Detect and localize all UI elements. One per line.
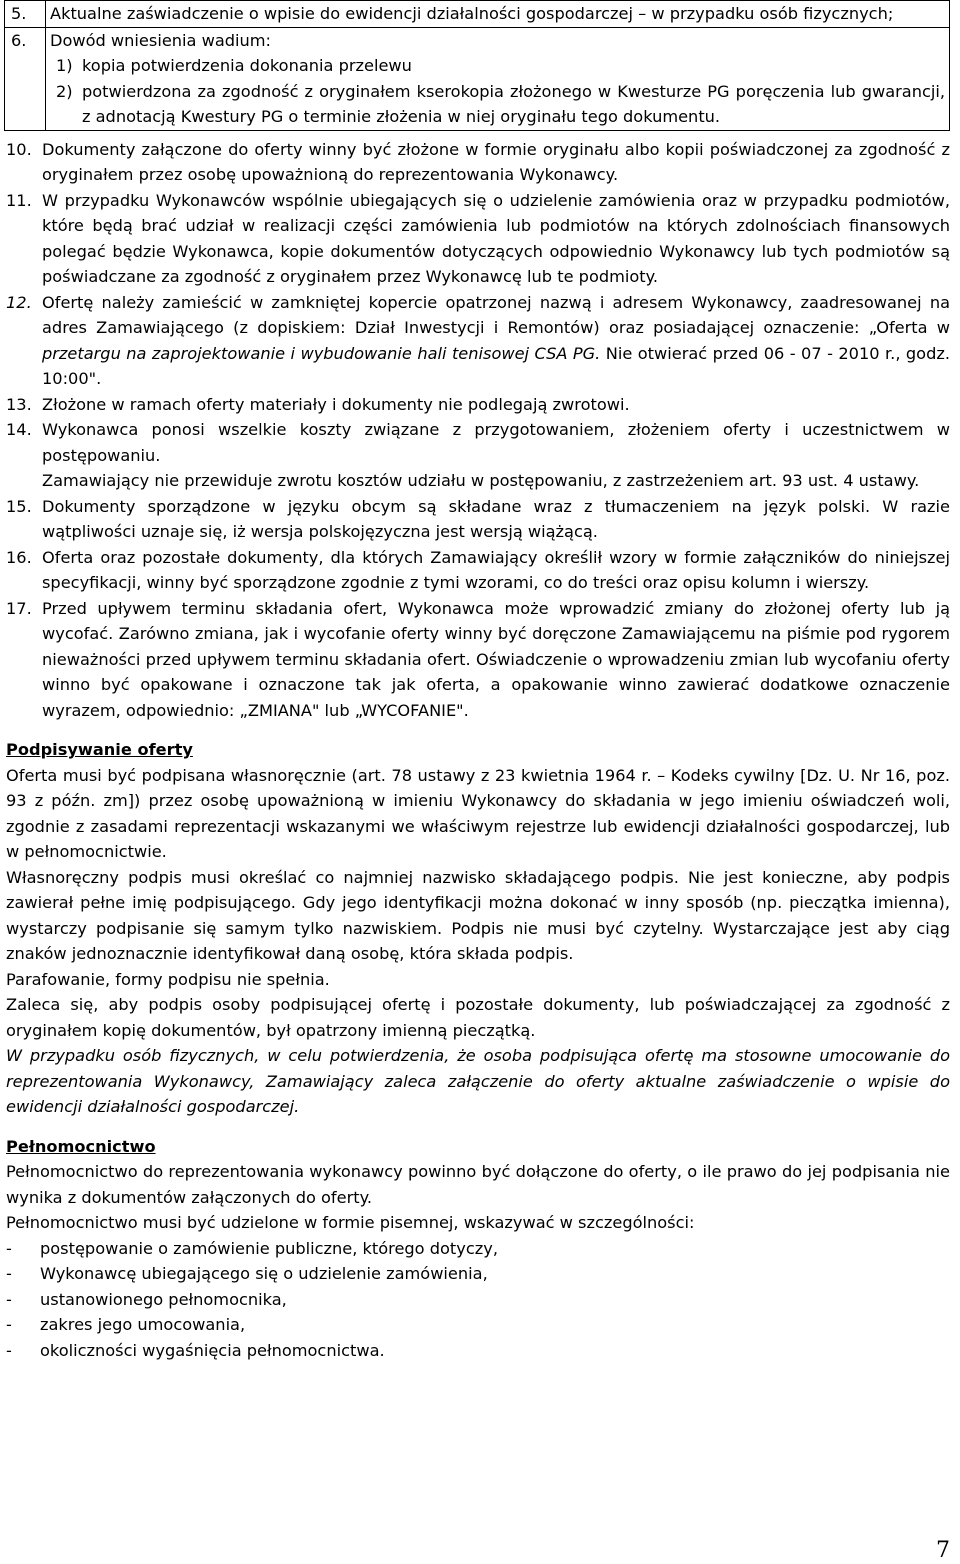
paragraph: Zaleca się, aby podpis osoby podpisującej ofertę i pozostałe dokumenty, lub poświadczającej za zgodność z oryginałem kopię dokumentów, był opatrzony imienną pieczątką.: [6, 995, 950, 1040]
list-item: [6, 188, 950, 290]
dash-bullet: -: [6, 1315, 12, 1334]
item-text-part: Ofertę należy zamieścić w zamkniętej kopercie opatrzonej nazwą i adresem Wykonawcy, zaadresowanej na adres Zamawiającego (z dopiskiem: Dział Inwestycji i Remontów) oraz posiadającej oznaczenie: „Oferta w: [42, 292, 950, 337]
table-row: [5, 1, 950, 28]
item-text: Dokumenty sporządzone w języku obcym są składane wraz z tłumaczeniem na język polski. W razie wątpliwości uznaje się, iż wersja polskojęzyczna jest wersją wiążącą.: [42, 496, 950, 541]
row-number: 6.: [5, 27, 46, 130]
list-item: [6, 1338, 950, 1364]
sub-item-text: kopia potwierdzenia dokonania przelewu: [82, 56, 412, 75]
dash-bullet: -: [6, 1340, 12, 1360]
paragraph: Pełnomocnictwo do reprezentowania wykonawcy powinno być dołączone do oferty, o ile prawo do jej podpisania nie wynika z dokumentów załączonych do oferty.: [6, 1162, 950, 1207]
item-text-part: Wykonawca ponosi wszelkie koszty związane z przygotowaniem, złożeniem oferty i uczestnictwem w postępowaniu.: [42, 420, 950, 465]
item-number: 10.: [6, 139, 32, 159]
item-text: [42, 417, 950, 494]
list-item-text: Wykonawcę ubiegającego się o udzielenie zamówienia,: [40, 1264, 488, 1283]
item-number: 12.: [6, 292, 32, 312]
sub-item: [56, 53, 945, 79]
sub-item-text: potwierdzona za zgodność z oryginałem kserokopia złożonego w Kwesturze PG poręczenia lub gwarancji, z adnotacją Kwestury PG o terminie złożenia w niej oryginału tego dokumentu.: [82, 81, 945, 126]
sub-item-number: 2): [56, 81, 73, 101]
sub-item-number: 1): [56, 56, 73, 75]
row-number: 5.: [5, 1, 46, 28]
item-text: Oferta oraz pozostałe dokumenty, dla których Zamawiający określił wzory w formie załączników do niniejszej specyfikacji, winny być sporządzone zgodnie z tymi wzorami, co do treści oraz opisu kolumn i wierszy.: [42, 547, 950, 592]
item-text: Przed upływem terminu składania ofert, Wykonawca może wprowadzić zmiany do złożonej oferty lub ją wycofać. Zarówno zmiana, jak i wycofanie oferty winny być doręczone Zamawiającemu na piśmie pod rygorem nieważności przed upływem terminu składania ofert. Oświadczenie o wprowadzeniu zmian lub wycofaniu oferty winno być opakowane i oznaczone tak jak oferta, a opakowanie winno zawierać dodatkowe oznaczenie wyrazem, odpowiednio: „ZMIANA" lub „WYCOFANIE".: [42, 598, 950, 720]
item-text: [42, 290, 950, 392]
list-item-text: okoliczności wygaśnięcia pełnomocnictwa.: [40, 1340, 385, 1360]
list-item: [6, 392, 950, 418]
row-text: Dowód wniesienia wadium:: [50, 30, 272, 50]
paragraph: Oferta musi być podpisana własnoręcznie (art. 78 ustawy z 23 kwietnia 1964 r. – Kodeks cywilny [Dz. U. Nr 16, poz. 93 z późn. zm]) przez osobę upoważnioną w imieniu Wykonawcy do składania w jego imieniu oświadczeń woli, zgodnie z zasadami reprezentacji wskazanymi we właściwym rejestrze lub ewidencji działalności gospodarczej, lub w pełnomocnictwie.: [6, 765, 950, 861]
page-number: 7: [936, 1538, 950, 1563]
item-text-part: Nie otwierać przed 06 - 07 - 2010 r., godz. 10:00".: [42, 343, 950, 388]
item-text-part: Zamawiający nie przewiduje zwrotu kosztów udziału w postępowaniu, z zastrzeżeniem art. 93 ust. 4 ustawy.: [42, 471, 920, 490]
item-number: 16.: [6, 547, 32, 567]
item-number: 15.: [6, 496, 32, 516]
paragraph: Pełnomocnictwo musi być udzielone w formie pisemnej, wskazywać w szczególności:: [6, 1213, 695, 1232]
dash-bullet: -: [6, 1289, 12, 1309]
item-number: 17.: [6, 598, 32, 618]
requirements-table: [4, 0, 950, 131]
section-heading: Pełnomocnictwo: [6, 1136, 156, 1156]
list-item: [6, 545, 950, 596]
row-content: [46, 27, 950, 130]
table-row: [5, 27, 950, 130]
item-number: 14.: [6, 420, 32, 439]
sub-item: [56, 79, 945, 130]
dash-bullet: -: [6, 1264, 12, 1283]
list-item: [6, 494, 950, 545]
list-item: [6, 1236, 950, 1262]
section-heading: Podpisywanie oferty: [6, 740, 193, 759]
row-text: Aktualne zaświadczenie o wpisie do ewidencji działalności gospodarczej – w przypadku osób fizycznych;: [46, 1, 950, 28]
list-item: [6, 417, 950, 494]
item-text: Złożone w ramach oferty materiały i dokumenty nie podlegają zwrotowi.: [42, 394, 630, 414]
item-text: W przypadku Wykonawców wspólnie ubiegających się o udzielenie zamówienia oraz w przypadku podmiotów, które będą brać udział w realizacji części zamówienia lub podmiotów na których zdolnościach finansowych polegać będzie Wykonawca, kopie dokumentów dotyczących odpowiednio Wykonawcy lub tych podmiotów są poświadczane za zgodność z oryginałem przez Wykonawcę lub te podmioty.: [42, 190, 950, 286]
list-item: [6, 1312, 950, 1338]
dash-list: [6, 1236, 950, 1364]
item-text: Dokumenty załączone do oferty winny być złożone w formie oryginału albo kopii poświadczonej za zgodność z oryginałem przez osobę upoważnioną do reprezentowania Wykonawcy.: [42, 139, 950, 184]
document-page: [6, 0, 950, 1363]
paragraph: Własnoręczny podpis musi określać co najmniej nazwisko składającego podpis. Nie jest konieczne, aby podpis zawierał pełne imię podpisującego. Gdy jego identyfikacji można dokonać w inny sposób (np. pieczątka imienna), wystarczy podpisanie się samym tylko nazwiskiem. Podpis nie musi być czytelny. Wystarczające jest aby ciąg znaków jednoznacznie identyfikował daną osobę, która składa podpis.: [6, 867, 950, 963]
item-number: 11.: [6, 190, 32, 210]
list-item: [6, 1261, 950, 1287]
list-item: [6, 290, 950, 392]
item-text-italic: przetargu na zaprojektowanie i wybudowanie hali tenisowej CSA PG.: [42, 343, 601, 363]
list-item: [6, 137, 950, 188]
paragraph-italic: W przypadku osób fizycznych, w celu potwierdzenia, że osoba podpisująca ofertę ma stosowne umocowanie do reprezentowania Wykonawcy, Zamawiający zaleca załączenie do oferty aktualne zaświadczenie o wpisie do ewidencji działalności gospodarczej.: [6, 1046, 950, 1116]
list-item: [6, 1287, 950, 1313]
list-item-text: ustanowionego pełnomocnika,: [40, 1289, 287, 1309]
list-item-text: zakres jego umocowania,: [40, 1315, 246, 1334]
dash-bullet: -: [6, 1238, 12, 1258]
paragraph: Parafowanie, formy podpisu nie spełnia.: [6, 969, 330, 989]
list-item: [6, 596, 950, 724]
item-number: 13.: [6, 394, 32, 414]
list-item-text: postępowanie o zamówienie publiczne, którego dotyczy,: [40, 1238, 498, 1258]
